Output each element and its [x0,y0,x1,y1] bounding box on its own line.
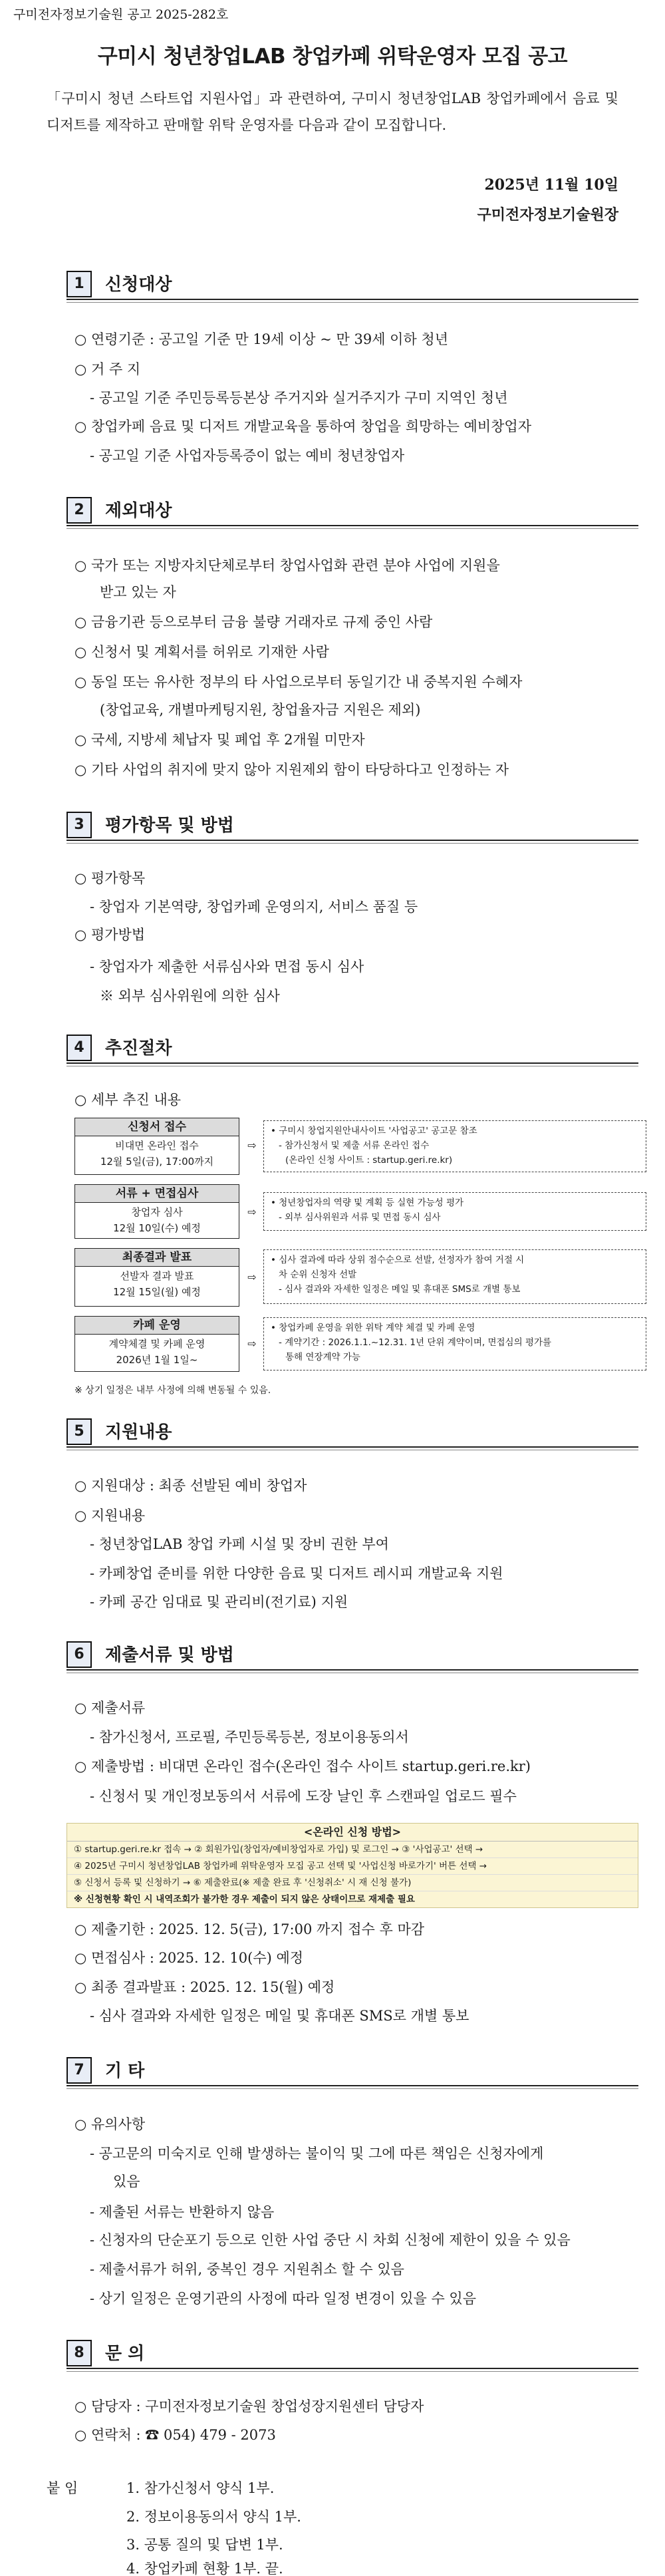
attachment-item: 2. 정보이용동의서 양식 1부. [126,2509,301,2525]
step-body [75,1335,239,1369]
step-body-line: 창업자 심사 [131,1206,183,1218]
list-item: ○ 지원내용 [74,1508,146,1524]
section-number: 1 [66,271,92,297]
list-item: - 창업자 기본역량, 창업카페 운영의지, 서비스 품질 등 [90,899,418,915]
desc-line: - 외부 심사위원과 서류 및 면접 동시 심사 [279,1212,441,1223]
attachments-label: 붙 임 [47,2480,78,2496]
section-title: 평가항목 및 방법 [105,816,234,836]
list-item: ○ 연령기준 : 공고일 기준 만 19세 이상 ~ 만 39세 이하 청년 [74,331,448,347]
list-item: - 카페 공간 임대료 및 관리비(전기료) 지원 [90,1594,348,1610]
section-title: 제외대상 [105,501,172,521]
section-number: 8 [66,2340,92,2366]
list-item: ○ 면접심사 : 2025. 12. 10(수) 예정 [74,1950,304,1966]
process-flow [74,1118,646,1384]
list-item: ○ 최종 결과발표 : 2025. 12. 15(월) 예정 [74,1979,335,1995]
process-step-4 [74,1316,239,1372]
step-title: 최종결과 발표 [75,1249,239,1267]
list-item: - 청년창업LAB 창업 카페 시설 및 장비 권한 부여 [90,1536,389,1552]
list-item: ○ 제출기한 : 2025. 12. 5(금), 17:00 까지 접수 후 마감 [74,1921,425,1937]
section-title: 신청대상 [105,275,172,295]
list-item: ○ 세부 추진 내용 [74,1092,182,1108]
list-item: - 심사 결과와 자세한 일정은 메일 및 휴대폰 SMS로 개별 통보 [90,2008,469,2024]
desc-line: (온라인 신청 사이트 : startup.geri.re.kr) [285,1155,453,1166]
section-4-header [66,1033,638,1064]
step-body [75,1267,239,1301]
step-title: 서류 + 면접심사 [75,1185,239,1203]
section-number: 4 [66,1035,92,1061]
section-number: 7 [66,2057,92,2084]
desc-line: • 청년창업자의 역량 및 계획 등 실현 가능성 평가 [271,1198,464,1208]
desc-line: 통해 연장계약 가능 [285,1352,360,1363]
attachment-item: 3. 공통 질의 및 답변 1부. [126,2537,283,2553]
list-item: ○ 신청서 및 계획서를 허위로 기재한 사람 [74,644,329,660]
notice-number: 구미전자정보기술원 공고 2025-282호 [13,7,229,22]
step-body-line: 비대면 온라인 접수 [115,1140,199,1152]
list-item: ○ 기타 사업의 취지에 맞지 않아 지원제외 함이 타당하다고 인정하는 자 [74,762,509,778]
online-step-row: ① startup.geri.re.kr 접속 → ② 회원가입(창업자/예비창업자로 가입) 및 로그인 → ③ '사업공고' 선택 → [67,1842,638,1858]
section-title: 지원내용 [105,1422,172,1442]
list-item: ○ 거 주 지 [74,361,141,377]
intro-paragraph: 「구미시 청년 스타트업 지원사업」과 관련하여, 구미시 청년창업LAB 창업카페에서 음료 및 디저트를 제작하고 판매할 위탁 운영자를 다음과 같이 모집합니다. [47,90,618,133]
contact-person: ○ 담당자 : 구미전자정보기술원 창업성장지원센터 담당자 [74,2398,424,2414]
online-application-box [66,1823,638,1908]
attachment-item: 1. 참가신청서 양식 1부. [126,2480,275,2496]
list-item: ○ 유의사항 [74,2116,146,2132]
desc-line: • 심사 결과에 따라 상위 점수순으로 선발, 선정자가 참여 거절 시 [271,1255,525,1265]
list-item: ○ 창업카페 음료 및 디저트 개발교육을 통하여 창업을 희망하는 예비창업자 [74,418,531,434]
list-item: - 제출서류가 허위, 중복인 경우 지원취소 할 수 있음 [90,2261,404,2277]
section-title: 추진절차 [105,1039,172,1058]
right-arrow-icon: ⇨ [247,1206,257,1218]
attachment-item: 4. 창업카페 현황 1부. 끝. [126,2561,283,2576]
list-item: ○ 국가 또는 지방자치단체로부터 창업사업화 관련 분야 사업에 지원을 [74,558,500,573]
desc-line: 차 순위 신청자 선발 [279,1269,357,1280]
online-warning-row: ※ 신청현황 확인 시 내역조회가 불가한 경우 제출이 되지 않은 상태이므로 재제출 필요 [74,1894,415,1905]
list-item: ※ 외부 심사위원에 의한 심사 [100,988,280,1004]
list-item: ○ 금융기관 등으로부터 금융 불량 거래자로 규제 중인 사람 [74,614,433,630]
process-step-1 [74,1118,239,1175]
step-body-line: 12월 5일(금), 17:00까지 [100,1156,214,1168]
list-item: ○ 평가방법 [74,927,146,943]
step-body-line: 12월 10일(수) 예정 [113,1222,201,1234]
step-description [263,1249,646,1304]
desc-line: - 심사 결과와 자세한 일정은 메일 및 휴대폰 SMS로 개별 통보 [279,1284,521,1295]
list-item: 있음 [113,2174,140,2189]
section-3-header [66,810,638,841]
process-step-3 [74,1248,239,1307]
section-6-header [66,1640,638,1671]
section-number: 2 [66,497,92,524]
step-body-line: 계약체결 및 카페 운영 [108,1338,205,1350]
step-description [263,1317,646,1370]
step-description [263,1120,646,1172]
section-7-header [66,2056,638,2086]
section-title: 문 의 [105,2344,145,2364]
section-number: 5 [66,1418,92,1445]
section-5-header [66,1417,638,1448]
list-item: - 참가신청서, 프로필, 주민등록등본, 정보이용동의서 [90,1729,409,1745]
step-title: 카페 운영 [75,1317,239,1335]
online-step-row: ④ 2025년 구미시 청년창업LAB 창업카페 위탁운영자 모집 공고 선택 및 '사업신청 바로가기' 버튼 선택 → [67,1858,638,1875]
section-number: 3 [66,812,92,838]
list-item: - 창업자가 제출한 서류심사와 면접 동시 심사 [90,959,364,975]
list-item: - 공고일 기준 주민등록등본상 주거지와 실거주지가 구미 지역인 청년 [90,390,508,406]
contact-phone: ○ 연락처 : ☎ 054) 479 - 2073 [74,2427,276,2443]
list-item: - 공고문의 미숙지로 인해 발생하는 불이익 및 그에 따른 책임은 신청자에게 [90,2146,544,2162]
schedule-note: ※ 상기 일정은 내부 사정에 의해 변동될 수 있음. [74,1385,271,1396]
section-8-header [66,2338,638,2369]
section-2-header [66,496,638,526]
desc-line: - 참가신청서 및 제출 서류 온라인 접수 [279,1140,430,1151]
list-item: - 공고일 기준 사업자등록증이 없는 예비 청년창업자 [90,448,405,464]
step-body [75,1136,239,1171]
list-item: ○ 제출방법 : 비대면 온라인 접수(온라인 접수 사이트 startup.geri.re.kr) [74,1758,531,1774]
step-title: 신청서 접수 [75,1118,239,1136]
step-description [263,1192,646,1231]
list-item: - 카페창업 준비를 위한 다양한 음료 및 디저트 레시피 개발교육 지원 [90,1565,503,1581]
step-body [75,1203,239,1237]
online-box-title: <온라인 신청 방법> [67,1824,638,1842]
list-item: ○ 국세, 지방세 체납자 및 폐업 후 2개월 미만자 [74,732,365,748]
process-step-2 [74,1184,239,1239]
list-item: - 신청서 및 개인정보동의서 서류에 도장 날인 후 스캔파일 업로드 필수 [90,1788,517,1804]
list-item: (창업교육, 개별마케팅지원, 창업율자금 지원은 제외) [100,702,421,718]
desc-line: - 계약기간 : 2026.1.1.~12.31. 1년 단위 계약이며, 면접심의 평가를 [279,1337,552,1348]
section-title: 제출서류 및 방법 [105,1645,234,1665]
page-title: 구미시 청년창업LAB 창업카페 위탁운영자 모집 공고 [97,45,568,69]
list-item: ○ 제출서류 [74,1700,146,1716]
online-step-row: ⑤ 신청서 등록 및 신청하기 → ⑥ 제출완료(※ 제출 완료 후 '신청취소' 시 재 신청 불가) [67,1875,638,1891]
right-arrow-icon: ⇨ [247,1337,257,1350]
section-number: 6 [66,1641,92,1668]
list-item: ○ 동일 또는 유사한 정부의 타 사업으로부터 동일기간 내 중복지원 수혜자 [74,674,523,690]
step-body-line: 선발자 결과 발표 [120,1270,194,1282]
list-item: - 제출된 서류는 반환하지 않음 [90,2204,275,2220]
issuer-name: 구미전자정보기술원장 [477,206,618,224]
right-arrow-icon: ⇨ [247,1139,257,1152]
step-body-line: 12월 15일(월) 예정 [113,1286,201,1298]
list-item: ○ 지원대상 : 최종 선발된 예비 창업자 [74,1478,307,1494]
desc-line: • 창업카페 운영을 위한 위탁 계약 체결 및 카페 운영 [271,1323,475,1333]
notice-date: 2025년 11월 10일 [484,176,618,194]
list-item: - 신청자의 단순포기 등으로 인한 사업 중단 시 차회 신청에 제한이 있을 수 있음 [90,2232,571,2248]
step-body-line: 2026년 1월 1일~ [116,1354,198,1366]
section-1-header [66,269,638,300]
list-item: 받고 있는 자 [100,584,176,600]
section-title: 기 타 [105,2061,145,2081]
right-arrow-icon: ⇨ [247,1271,257,1283]
desc-line: • 구미시 창업지원안내사이트 '사업공고' 공고문 참조 [271,1126,477,1136]
list-item: - 상기 일정은 운영기관의 사정에 따라 일정 변경이 있을 수 있음 [90,2291,476,2307]
list-item: ○ 평가항목 [74,870,146,886]
